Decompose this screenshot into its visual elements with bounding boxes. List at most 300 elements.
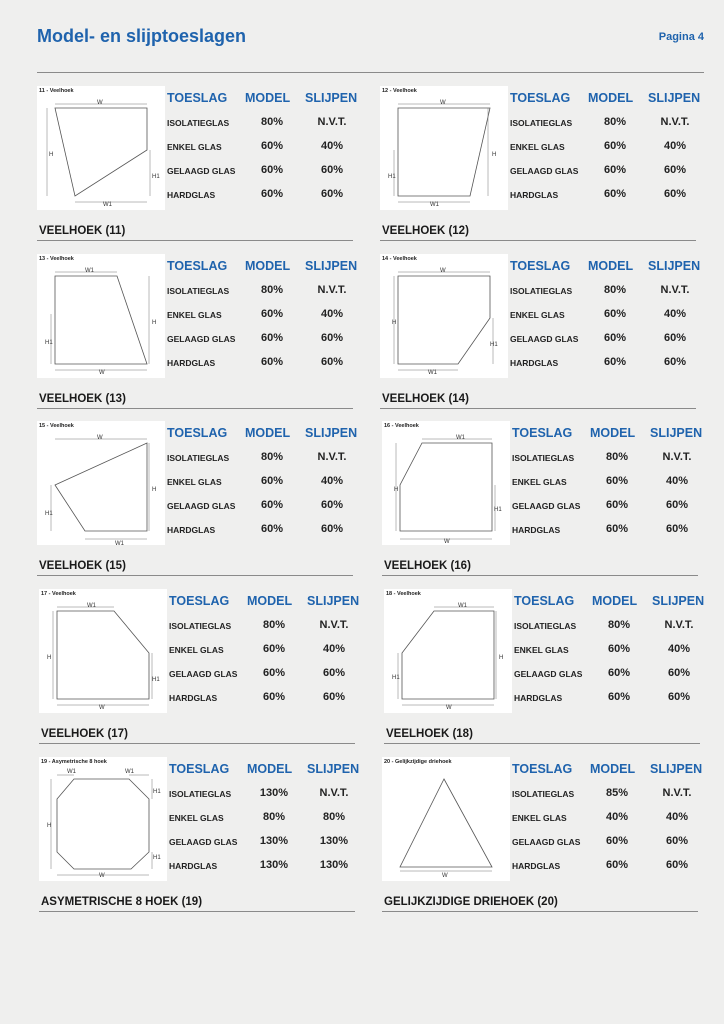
model-value: 60% — [260, 475, 284, 487]
glass-type: HARDGLAS — [512, 525, 561, 535]
shape-diagram — [37, 86, 165, 210]
table-row — [512, 618, 704, 638]
slijpen-value: 40% — [663, 308, 687, 320]
surcharge-table — [510, 757, 702, 881]
table-row — [165, 474, 357, 494]
header-toeslag: TOESLAG — [510, 259, 571, 273]
glass-type: ENKEL GLAS — [512, 813, 567, 823]
shape-drawing — [37, 86, 165, 210]
dimension-label: H — [49, 152, 54, 158]
model-value: 60% — [603, 356, 627, 368]
dimension-lines — [394, 272, 493, 370]
glass-type: ISOLATIEGLAS — [510, 286, 573, 296]
shape-drawing — [380, 86, 508, 210]
shape-drawing — [39, 757, 167, 881]
header-model: MODEL — [245, 91, 291, 105]
shape-diagram — [39, 757, 167, 881]
glass-type: HARDGLAS — [510, 358, 559, 368]
header-model: MODEL — [590, 762, 636, 776]
glass-type: HARDGLAS — [169, 693, 218, 703]
model-value: 60% — [260, 188, 284, 200]
glass-type: ENKEL GLAS — [167, 477, 222, 487]
card-divider — [39, 911, 355, 912]
glass-type: ISOLATIEGLAS — [167, 286, 230, 296]
shape-card — [380, 86, 700, 251]
model-value: 60% — [260, 308, 284, 320]
dimension-label: W — [99, 873, 105, 879]
shape-card — [382, 421, 702, 586]
glass-shape — [398, 276, 490, 364]
dimension-label: H1 — [152, 677, 160, 683]
dimension-label: H1 — [45, 340, 53, 346]
header-model: MODEL — [592, 594, 638, 608]
dimension-lines — [51, 272, 149, 370]
model-value: 80% — [262, 619, 286, 631]
table-row — [167, 666, 359, 686]
diagram-label: 20 - Gelijkzijdige driehoek — [384, 759, 452, 765]
slijpen-value: 60% — [320, 164, 344, 176]
dimension-label: H1 — [153, 789, 161, 795]
glass-type: GELAAGD GLAS — [514, 669, 583, 679]
table-row — [167, 858, 359, 878]
glass-type: HARDGLAS — [510, 190, 559, 200]
slijpen-value: 80% — [322, 811, 346, 823]
dimension-lines — [51, 775, 152, 875]
glass-type: ENKEL GLAS — [169, 645, 224, 655]
shape-card — [380, 254, 700, 419]
table-row — [508, 307, 700, 327]
header-model: MODEL — [588, 91, 634, 105]
model-value: 60% — [605, 475, 629, 487]
diagram-label: 14 - Veelhoek — [382, 256, 417, 262]
slijpen-value: N.V.T. — [662, 787, 692, 799]
slijpen-value: 60% — [665, 859, 689, 871]
diagram-label: 16 - Veelhoek — [384, 423, 419, 429]
glass-type: ENKEL GLAS — [510, 310, 565, 320]
card-title: VEELHOEK (18) — [386, 728, 473, 740]
table-row — [165, 163, 357, 183]
slijpen-value: N.V.T. — [660, 284, 690, 296]
slijpen-value: N.V.T. — [662, 451, 692, 463]
shape-diagram — [384, 589, 512, 713]
model-value: 60% — [605, 835, 629, 847]
dimension-label: H1 — [392, 675, 400, 681]
table-row — [508, 331, 700, 351]
table-row — [167, 786, 359, 806]
table-row — [508, 115, 700, 135]
slijpen-value: 60% — [667, 691, 691, 703]
dimension-label: H — [499, 655, 504, 661]
card-title: GELIJKZIJDIGE DRIEHOEK (20) — [384, 896, 558, 908]
card-divider — [37, 240, 353, 241]
table-row — [508, 355, 700, 375]
dimension-label: W1 — [430, 202, 439, 208]
shape-drawing — [382, 757, 510, 881]
header-slijpen: SLIJPEN — [305, 91, 358, 105]
header-slijpen: SLIJPEN — [650, 426, 703, 440]
dimension-label: W1 — [67, 769, 76, 775]
shape-drawing — [384, 589, 512, 713]
table-row — [167, 618, 359, 638]
model-value: 130% — [259, 859, 289, 871]
shape-drawing — [37, 254, 165, 378]
glass-shape — [400, 779, 492, 867]
table-row — [165, 522, 357, 542]
surcharge-table — [167, 589, 359, 713]
dimension-label: H1 — [490, 342, 498, 348]
dimension-label: H — [492, 152, 497, 158]
model-value: 80% — [603, 284, 627, 296]
dimension-label: W1 — [115, 541, 124, 545]
glass-type: GELAAGD GLAS — [512, 501, 581, 511]
dimension-label: W — [440, 100, 446, 106]
dimension-label: W — [97, 435, 103, 441]
shape-card — [37, 421, 357, 586]
glass-type: ENKEL GLAS — [167, 310, 222, 320]
slijpen-value: 60% — [665, 835, 689, 847]
dimension-label: W — [444, 539, 450, 545]
glass-type: HARDGLAS — [167, 190, 216, 200]
model-value: 60% — [260, 499, 284, 511]
header-slijpen: SLIJPEN — [648, 259, 701, 273]
glass-type: GELAAGD GLAS — [167, 501, 236, 511]
slijpen-value: 40% — [665, 475, 689, 487]
table-row — [167, 690, 359, 710]
surcharge-table — [508, 254, 700, 378]
surcharge-table — [165, 86, 357, 210]
card-divider — [380, 408, 696, 409]
table-row — [512, 690, 704, 710]
surcharge-table — [167, 757, 359, 881]
dimension-label: W — [99, 705, 105, 711]
table-row — [165, 139, 357, 159]
glass-type: GELAAGD GLAS — [169, 837, 238, 847]
dimension-label: W — [99, 370, 105, 376]
slijpen-value: 60% — [322, 691, 346, 703]
slijpen-value: 60% — [665, 499, 689, 511]
shape-card — [39, 757, 359, 922]
card-divider — [384, 743, 700, 744]
model-value: 60% — [260, 523, 284, 535]
table-row — [167, 642, 359, 662]
slijpen-value: 40% — [665, 811, 689, 823]
header-model: MODEL — [247, 762, 293, 776]
shape-card — [37, 254, 357, 419]
table-row — [165, 331, 357, 351]
shape-drawing — [39, 589, 167, 713]
dimension-label: W1 — [456, 435, 465, 441]
page-title: Model- en slijptoeslagen — [37, 26, 247, 46]
glass-shape — [57, 779, 149, 869]
model-value: 60% — [607, 691, 631, 703]
slijpen-value: 60% — [320, 188, 344, 200]
shape-card — [39, 589, 359, 754]
header-slijpen: SLIJPEN — [307, 594, 360, 608]
model-value: 60% — [603, 308, 627, 320]
dimension-label: W1 — [428, 370, 437, 376]
glass-type: GELAAGD GLAS — [167, 334, 236, 344]
model-value: 60% — [262, 643, 286, 655]
dimension-lines — [53, 607, 152, 705]
dimension-label: W — [97, 100, 103, 106]
dimension-lines — [396, 439, 495, 539]
slijpen-value: 60% — [663, 164, 687, 176]
dimension-label: H1 — [494, 507, 502, 513]
shape-card — [382, 757, 702, 922]
slijpen-value: 60% — [320, 499, 344, 511]
model-value: 130% — [259, 787, 289, 799]
surcharge-table — [165, 421, 357, 545]
shape-diagram — [382, 421, 510, 545]
glass-shape — [55, 108, 147, 196]
table-row — [508, 139, 700, 159]
table-row — [510, 522, 702, 542]
card-title: ASYMETRISCHE 8 HOEK (19) — [41, 896, 203, 908]
table-row — [165, 187, 357, 207]
slijpen-value: 130% — [319, 859, 349, 871]
diagram-label: 17 - Veelhoek — [41, 591, 76, 597]
shape-diagram — [37, 421, 165, 545]
slijpen-value: 40% — [663, 140, 687, 152]
table-row — [510, 810, 702, 830]
table-row — [167, 810, 359, 830]
dimension-lines — [394, 104, 490, 202]
header-model: MODEL — [588, 259, 634, 273]
diagram-label: 18 - Veelhoek — [386, 591, 421, 597]
glass-type: ENKEL GLAS — [510, 142, 565, 152]
dimension-label: H — [47, 823, 52, 829]
model-value: 85% — [605, 787, 629, 799]
glass-type: HARDGLAS — [512, 861, 561, 871]
glass-shape — [402, 611, 494, 699]
glass-type: ISOLATIEGLAS — [167, 118, 230, 128]
header-toeslag: TOESLAG — [510, 91, 571, 105]
card-title: VEELHOEK (11) — [39, 225, 126, 237]
table-row — [165, 450, 357, 470]
header-toeslag: TOESLAG — [167, 426, 228, 440]
glass-shape — [55, 443, 147, 531]
slijpen-value: 40% — [320, 140, 344, 152]
header-model: MODEL — [245, 259, 291, 273]
shape-diagram — [380, 86, 508, 210]
model-value: 60% — [260, 356, 284, 368]
slijpen-value: 60% — [663, 332, 687, 344]
glass-type: GELAAGD GLAS — [510, 334, 579, 344]
card-divider — [37, 575, 353, 576]
model-value: 60% — [262, 691, 286, 703]
table-row — [512, 642, 704, 662]
header-model: MODEL — [245, 426, 291, 440]
header-model: MODEL — [590, 426, 636, 440]
glass-type: ENKEL GLAS — [514, 645, 569, 655]
glass-type: GELAAGD GLAS — [512, 837, 581, 847]
header-toeslag: TOESLAG — [167, 259, 228, 273]
model-value: 60% — [260, 140, 284, 152]
glass-type: ISOLATIEGLAS — [510, 118, 573, 128]
slijpen-value: N.V.T. — [317, 284, 347, 296]
model-value: 60% — [603, 332, 627, 344]
diagram-label: 13 - Veelhoek — [39, 256, 74, 262]
slijpen-value: 40% — [322, 643, 346, 655]
table-row — [165, 283, 357, 303]
glass-shape — [398, 108, 490, 196]
glass-type: ISOLATIEGLAS — [167, 453, 230, 463]
model-value: 60% — [607, 667, 631, 679]
model-value: 80% — [605, 451, 629, 463]
glass-type: HARDGLAS — [167, 358, 216, 368]
table-row — [508, 187, 700, 207]
card-title: VEELHOEK (12) — [382, 225, 469, 237]
header-slijpen: SLIJPEN — [652, 594, 705, 608]
glass-shape — [57, 611, 149, 699]
table-row — [512, 666, 704, 686]
table-row — [165, 307, 357, 327]
model-value: 60% — [603, 140, 627, 152]
table-row — [508, 163, 700, 183]
dimension-label: H — [152, 320, 157, 326]
glass-type: ISOLATIEGLAS — [514, 621, 577, 631]
model-value: 60% — [260, 332, 284, 344]
card-title: VEELHOEK (16) — [384, 560, 471, 572]
dimension-label: H1 — [152, 174, 160, 180]
model-value: 80% — [260, 116, 284, 128]
header-slijpen: SLIJPEN — [650, 762, 703, 776]
card-divider — [382, 575, 698, 576]
model-value: 60% — [603, 188, 627, 200]
glass-type: GELAAGD GLAS — [167, 166, 236, 176]
diagram-label: 12 - Veelhoek — [382, 88, 417, 94]
card-title: VEELHOEK (14) — [382, 393, 469, 405]
model-value: 130% — [259, 835, 289, 847]
shape-diagram — [382, 757, 510, 881]
slijpen-value: N.V.T. — [664, 619, 694, 631]
header-toeslag: TOESLAG — [167, 91, 228, 105]
header-slijpen: SLIJPEN — [648, 91, 701, 105]
surcharge-table — [508, 86, 700, 210]
dimension-lines — [47, 104, 150, 202]
glass-type: HARDGLAS — [514, 693, 563, 703]
shape-diagram — [37, 254, 165, 378]
dimension-label: H — [152, 487, 157, 493]
diagram-label: 11 - Veelhoek — [39, 88, 74, 94]
header-slijpen: SLIJPEN — [305, 426, 358, 440]
slijpen-value: N.V.T. — [317, 451, 347, 463]
glass-type: HARDGLAS — [167, 525, 216, 535]
glass-shape — [400, 443, 492, 531]
table-row — [167, 834, 359, 854]
table-row — [510, 498, 702, 518]
surcharge-table — [510, 421, 702, 545]
glass-type: ISOLATIEGLAS — [169, 789, 232, 799]
table-row — [510, 450, 702, 470]
header-slijpen: SLIJPEN — [307, 762, 360, 776]
header-toeslag: TOESLAG — [169, 594, 230, 608]
slijpen-value: N.V.T. — [319, 787, 349, 799]
header-toeslag: TOESLAG — [514, 594, 575, 608]
dimension-label: W1 — [103, 202, 112, 208]
dimension-label: H — [392, 320, 397, 326]
slijpen-value: N.V.T. — [317, 116, 347, 128]
table-row — [165, 498, 357, 518]
shape-drawing — [382, 421, 510, 545]
glass-type: GELAAGD GLAS — [169, 669, 238, 679]
dimension-label: W — [446, 705, 452, 711]
model-value: 80% — [260, 284, 284, 296]
model-value: 60% — [607, 643, 631, 655]
glass-type: ISOLATIEGLAS — [169, 621, 232, 631]
slijpen-value: N.V.T. — [319, 619, 349, 631]
slijpen-value: 60% — [322, 667, 346, 679]
dimension-label: W — [440, 268, 446, 274]
model-value: 80% — [603, 116, 627, 128]
model-value: 80% — [262, 811, 286, 823]
slijpen-value: 40% — [320, 475, 344, 487]
table-row — [510, 474, 702, 494]
slijpen-value: N.V.T. — [660, 116, 690, 128]
slijpen-value: 60% — [320, 523, 344, 535]
shape-diagram — [380, 254, 508, 378]
slijpen-value: 60% — [667, 667, 691, 679]
model-value: 60% — [605, 499, 629, 511]
card-divider — [382, 911, 698, 912]
model-value: 60% — [603, 164, 627, 176]
model-value: 40% — [605, 811, 629, 823]
shape-drawing — [380, 254, 508, 378]
glass-type: ENKEL GLAS — [167, 142, 222, 152]
dimension-lines — [51, 439, 149, 539]
slijpen-value: 60% — [663, 188, 687, 200]
header-toeslag: TOESLAG — [512, 762, 573, 776]
glass-type: ENKEL GLAS — [169, 813, 224, 823]
page-number: Pagina 4 — [658, 31, 704, 43]
shape-card — [384, 589, 704, 754]
model-value: 60% — [605, 859, 629, 871]
dimension-lines — [398, 607, 496, 705]
table-row — [510, 786, 702, 806]
dimension-label: W1 — [458, 603, 467, 609]
glass-type: GELAAGD GLAS — [510, 166, 579, 176]
card-title: VEELHOEK (17) — [41, 728, 128, 740]
dimension-label: W1 — [85, 268, 94, 274]
model-value: 60% — [605, 523, 629, 535]
card-divider — [380, 240, 696, 241]
model-value: 80% — [607, 619, 631, 631]
glass-type: ISOLATIEGLAS — [512, 453, 575, 463]
model-value: 80% — [260, 451, 284, 463]
slijpen-value: 40% — [320, 308, 344, 320]
slijpen-value: 40% — [667, 643, 691, 655]
surcharge-table — [512, 589, 704, 713]
card-title: VEELHOEK (15) — [39, 560, 126, 572]
shape-drawing — [37, 421, 165, 545]
table-row — [510, 834, 702, 854]
model-value: 60% — [262, 667, 286, 679]
diagram-label: 15 - Veelhoek — [39, 423, 74, 429]
dimension-label: W1 — [87, 603, 96, 609]
slijpen-value: 60% — [320, 356, 344, 368]
card-divider — [37, 408, 353, 409]
slijpen-value: 60% — [665, 523, 689, 535]
glass-shape — [55, 276, 147, 364]
dimension-label: W1 — [125, 769, 134, 775]
diagram-label: 19 - Asymetrische 8 hoek — [41, 759, 107, 765]
header-toeslag: TOESLAG — [169, 762, 230, 776]
dimension-label: H — [394, 487, 399, 493]
dimension-label: H1 — [153, 855, 161, 861]
slijpen-value: 60% — [663, 356, 687, 368]
glass-type: HARDGLAS — [169, 861, 218, 871]
card-title: VEELHOEK (13) — [39, 393, 126, 405]
